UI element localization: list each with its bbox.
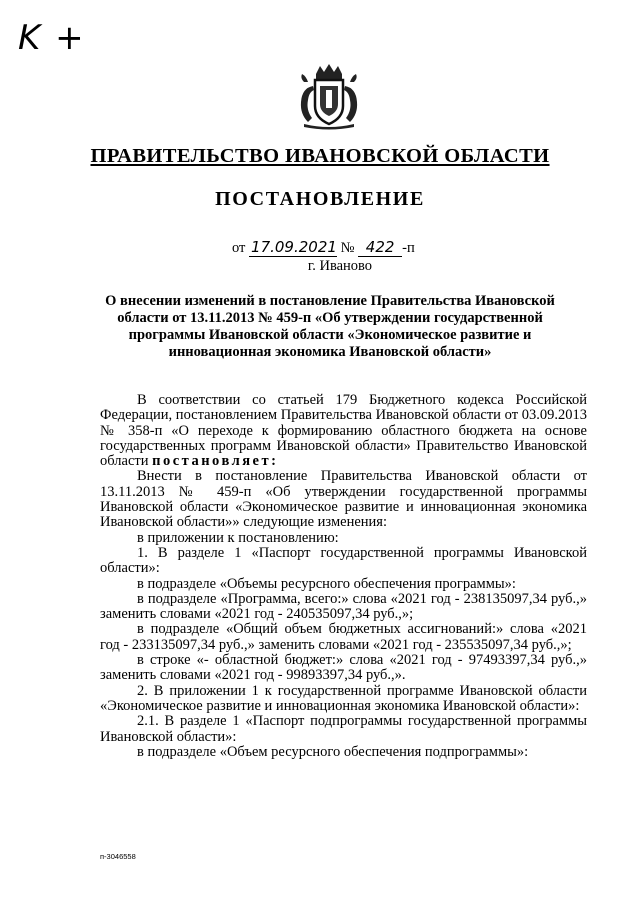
- paragraph-2: Внести в постановление Правительства Ивановской области от 13.11.2013 № 459-п «Об утверждении государственной программы Ивановской области «Экономическое развитие и инновационная экономика Ивановской области»» следующие изменения:: [100, 468, 587, 531]
- paragraph-7: в подразделе «Общий объем бюджетных ассигнований:» слова «2021 год - 233135097,34 руб.,» заменить словами «2021 год - 235535097,34 руб.,»;: [100, 621, 587, 653]
- decree-word: постановляет:: [152, 453, 279, 470]
- city: г. Иваново: [307, 258, 373, 274]
- paragraph-4: 1. В разделе 1 «Паспорт государственной программы Ивановской области»:: [100, 544, 587, 577]
- number-sign: №: [340, 240, 355, 256]
- paragraph-5: в подразделе «Объемы ресурсного обеспечения программы»:: [137, 575, 516, 592]
- paragraph-10: 2.1. В разделе 1 «Паспорт подпрограммы государственной программы Ивановской области»:: [100, 713, 587, 745]
- paragraph-11: в подразделе «Объем ресурсного обеспечения подпрограммы»:: [137, 743, 529, 760]
- date-number-line: [232, 238, 415, 257]
- paragraph-6: в подразделе «Программа, всего:» слова «2021 год - 238135097,34 руб.,» заменить словами «2021 год - 240535097,34 руб.,»;: [100, 590, 587, 623]
- coat-of-arms-emblem: [296, 64, 362, 130]
- paragraph-3: в приложении к постановлению:: [137, 529, 339, 546]
- document-body: [100, 393, 587, 760]
- document-type: ПОСТАНОВЛЕНИЕ: [215, 188, 425, 210]
- handwritten-mark: K +: [18, 18, 86, 58]
- date-field: 17.09.2021: [251, 238, 337, 256]
- paragraph-1-text: В соответствии со статьей 179 Бюджетного кодекса Российской Федерации, постановлением Правительства Ивановской области от 03.09.2013 № 358-п «О переходе к формированию областного бюджета на основе государственных программ Ивановской области» Правительство Ивановской области: [100, 392, 587, 470]
- number-suffix: -п: [402, 240, 415, 256]
- date-prefix: от: [232, 240, 246, 256]
- paragraph-9: 2. В приложении 1 к государственной программе Ивановской области «Экономическое развитие и инновационная экономика Ивановской области»:: [100, 682, 587, 714]
- government-title: ПРАВИТЕЛЬСТВО ИВАНОВСКОЙ ОБЛАСТИ: [90, 145, 550, 167]
- number-field: 422: [358, 238, 402, 257]
- document-subject: О внесении изменений в постановление Правительства Ивановской области от 13.11.2013 № 459-п «Об утверждении государственной программы Ивановской области «Экономическое развитие и инновационная экономика Ивановской области»: [105, 293, 555, 360]
- paragraph-1: [100, 393, 587, 469]
- footer-document-code: п-3046558: [100, 852, 136, 861]
- paragraph-8: в строке «- областной бюджет:» слова «2021 год - 97493397,34 руб.,» заменить словами «2021 год - 99893397,34 руб.,».: [100, 652, 587, 684]
